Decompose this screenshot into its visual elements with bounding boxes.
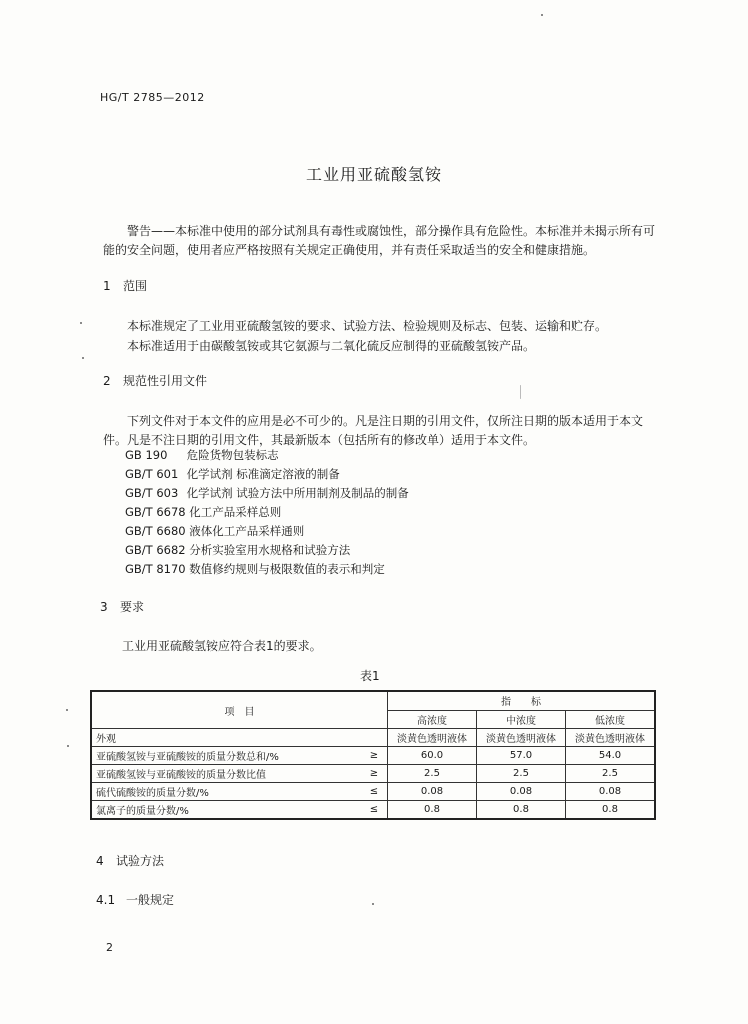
table-row: [91, 747, 655, 765]
page-number: 2: [106, 941, 113, 954]
row-value: 淡黄色透明液体: [477, 729, 566, 747]
scope-paragraph-2: 本标准适用于由碳酸氢铵或其它氨源与二氧化硫反应制得的亚硫酸氢铵产品。: [127, 339, 536, 353]
row-value: 淡黄色透明液体: [566, 729, 656, 747]
row-symbol: ≥: [361, 747, 388, 765]
reference-code: GB/T 6678: [125, 505, 186, 519]
scan-speck: [80, 322, 82, 324]
table-row: [91, 801, 655, 820]
section-number: 2: [103, 374, 111, 388]
row-value: 0.08: [477, 783, 566, 801]
requirements-table: [90, 690, 656, 820]
subsection-title: 一般规定: [126, 893, 175, 907]
section-title: 范围: [123, 279, 148, 293]
section-number: 4: [96, 854, 104, 868]
section-title: 规范性引用文件: [123, 374, 208, 388]
warning-paragraph: 警告——本标准中使用的部分试剂具有毒性或腐蚀性，部分操作具有危险性。本标准并未揭示所有可能的安全问题，使用者应严格按照有关规定正确使用，并有责任采取适当的安全和健康措施。: [103, 224, 656, 257]
row-value: 0.8: [566, 801, 656, 820]
row-value: 57.0: [477, 747, 566, 765]
section-title: 试验方法: [116, 854, 165, 868]
table-caption: 表1: [360, 669, 380, 683]
row-value: 54.0: [566, 747, 656, 765]
row-symbol: [361, 729, 388, 747]
reference-name: 数值修约规则与极限数值的表示和判定: [189, 562, 385, 576]
row-symbol: ≤: [361, 783, 388, 801]
reference-code: GB/T 8170: [125, 562, 186, 576]
row-item: 氯离子的质量分数/%: [91, 801, 361, 820]
row-value: 0.08: [566, 783, 656, 801]
row-value: 2.5: [477, 765, 566, 783]
row-item: 硫代硫酸铵的质量分数/%: [91, 783, 361, 801]
table-header-row: [91, 691, 655, 710]
reference-item: [125, 446, 409, 465]
table-row: [91, 783, 655, 801]
section-heading-normative: [103, 372, 207, 389]
row-value: 0.8: [477, 801, 566, 820]
column-header: 高浓度: [388, 710, 477, 729]
scan-speck: [541, 14, 543, 16]
section-heading-scope: [103, 277, 147, 294]
section-number: 1: [103, 279, 111, 293]
row-item: 亚硫酸氢铵与亚硫酸铵的质量分数总和/%: [91, 747, 361, 765]
scan-speck: [82, 357, 84, 359]
column-header: 中浓度: [477, 710, 566, 729]
reference-item: [125, 560, 409, 579]
reference-code: GB/T 6682: [125, 543, 186, 557]
section-title: 要求: [120, 600, 145, 614]
scan-speck: [372, 903, 374, 905]
row-value: 0.08: [388, 783, 477, 801]
reference-item: [125, 522, 409, 541]
row-value: 2.5: [388, 765, 477, 783]
reference-item: [125, 503, 409, 522]
reference-code: GB 190: [125, 448, 168, 462]
scan-speck: [520, 385, 521, 399]
scan-speck: [67, 745, 69, 747]
reference-name: 液体化工产品采样通则: [189, 524, 305, 538]
document-title: 工业用亚硫酸氢铵: [305, 165, 442, 184]
row-item: 外观: [91, 729, 361, 747]
row-value: 0.8: [388, 801, 477, 820]
row-value: 淡黄色透明液体: [388, 729, 477, 747]
reference-code: GB/T 603: [125, 486, 179, 500]
reference-name: 危险货物包装标志: [186, 448, 279, 462]
row-value: 60.0: [388, 747, 477, 765]
table-row: [91, 729, 655, 747]
scope-paragraph-1: 本标准规定了工业用亚硫酸氢铵的要求、试验方法、检验规则及标志、包装、运输和贮存。: [127, 319, 608, 333]
scan-speck: [66, 709, 68, 711]
row-symbol: ≥: [361, 765, 388, 783]
reference-item: [125, 465, 409, 484]
section-heading-requirements: [100, 598, 144, 615]
index-header: 指 标: [388, 691, 656, 710]
section-number: 3: [100, 600, 108, 614]
reference-name: 化学试剂 标准滴定溶液的制备: [186, 467, 340, 481]
reference-code: GB/T 601: [125, 467, 179, 481]
subsection-heading-general: [96, 891, 174, 908]
reference-name: 分析实验室用水规格和试验方法: [189, 543, 351, 557]
row-value: 2.5: [566, 765, 656, 783]
normative-intro: 下列文件对于本文件的应用是必不可少的。凡是注日期的引用文件，仅所注日期的版本适用于本文件。凡是不注日期的引用文件，其最新版本（包括所有的修改单）适用于本文件。: [103, 414, 644, 447]
reference-name: 化工产品采样总则: [189, 505, 282, 519]
column-header: 低浓度: [566, 710, 656, 729]
reference-code: GB/T 6680: [125, 524, 186, 538]
item-header: 项 目: [91, 691, 388, 729]
subsection-number: 4.1: [96, 893, 116, 907]
standard-code: HG/T 2785—2012: [100, 91, 205, 104]
table-row: [91, 765, 655, 783]
reference-name: 化学试剂 试验方法中所用制剂及制品的制备: [186, 486, 409, 500]
reference-item: [125, 484, 409, 503]
row-item: 亚硫酸氢铵与亚硫酸铵的质量分数比值: [91, 765, 361, 783]
reference-list: [125, 446, 409, 579]
section-heading-test-methods: [96, 852, 164, 869]
reference-item: [125, 541, 409, 560]
requirements-intro: 工业用亚硫酸氢铵应符合表1的要求。: [122, 639, 322, 653]
row-symbol: ≤: [361, 801, 388, 820]
